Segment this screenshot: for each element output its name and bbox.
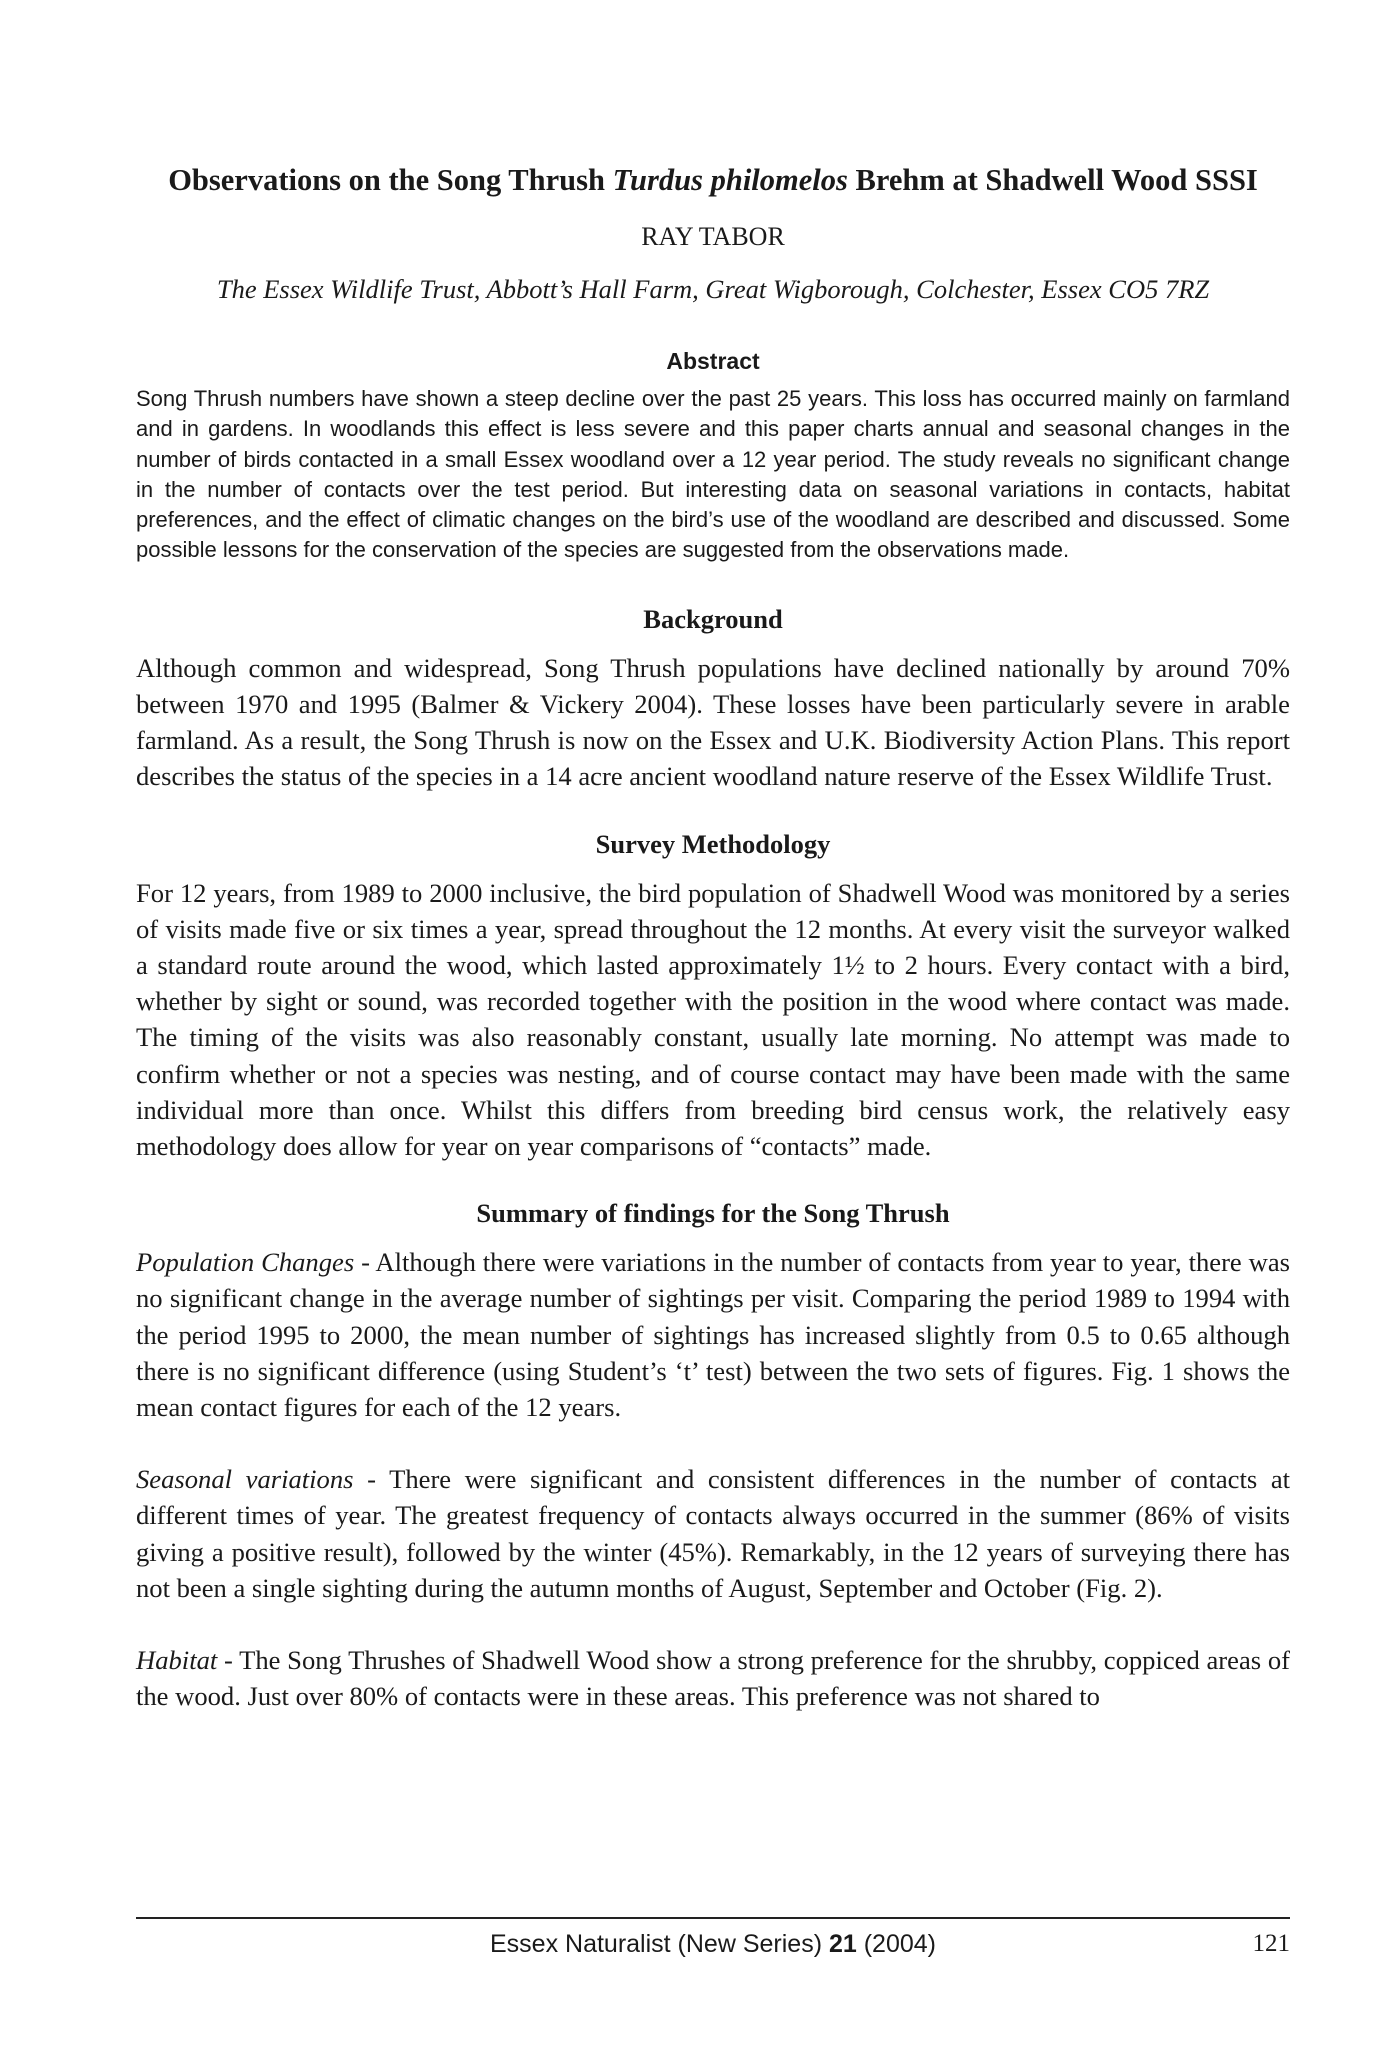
- title-text-end: Brehm at Shadwell Wood SSSI: [847, 163, 1258, 197]
- article-author: RAY TABOR: [641, 222, 785, 251]
- journal-year: (2004): [856, 1930, 936, 1958]
- background-section: [136, 602, 1290, 795]
- summary-heading: Summary of findings for the Song Thrush: [476, 1198, 950, 1229]
- seasonal-variations-label: Seasonal variations: [136, 1464, 354, 1495]
- abstract-text: Song Thrush numbers have shown a steep decline over the past 25 years. This loss has occurred mainly on farmland and in gardens. In woodlands this effect is less severe and this paper charts annual and seasonal changes in the number of birds contacted in a small Essex woodland over a 12 year period. The study reveals no significant change in the number of contacts over the test period. But interesting data on seasonal variations in contacts, habitat preferences, and the effect of climatic changes on the bird’s use of the woodland are described and discussed. Some possible lessons for the conservation of the species are suggested from the observations made.: [136, 386, 1290, 563]
- abstract-section: [136, 346, 1290, 566]
- journal-volume: 21: [828, 1930, 857, 1958]
- title-species-name: Turdus philomelos: [612, 163, 848, 197]
- methodology-section: [136, 827, 1290, 1165]
- article-title: [136, 160, 1290, 200]
- methodology-heading: Survey Methodology: [595, 828, 831, 859]
- abstract-heading: Abstract: [666, 348, 760, 374]
- seasonal-variations-text: - There were significant and consistent differences in the number of contacts at different times of year. The greatest frequency of contacts always occurred in the summer (86% of visits giving a positive result), followed by the winter (45%). Remarkably, in the 12 years of surveying there has not been a single sighting during the autumn months of August, September and October (Fig. 2).: [136, 1464, 1291, 1603]
- page-number: 121: [1252, 1930, 1290, 1957]
- page-footer: [136, 1926, 1290, 1962]
- footer-divider: [136, 1917, 1290, 1919]
- summary-section: [136, 1196, 1290, 1714]
- author-affiliation: The Essex Wildlife Trust, Abbott’s Hall Farm, Great Wigborough, Colchester, Essex CO5 7RZ: [216, 274, 1210, 304]
- article-page: [136, 160, 1290, 1714]
- habitat-label: Habitat: [136, 1645, 218, 1676]
- journal-citation: [136, 1926, 1290, 1962]
- methodology-paragraph: For 12 years, from 1989 to 2000 inclusive, the bird population of Shadwell Wood was monitored by a series of visits made five or six times a year, spread throughout the 12 months. At every visit the surveyor walked a standard route around the wood, which lasted approximately 1½ to 2 hours. Every contact with a bird, whether by sight or sound, was recorded together with the position in the wood where contact was made. The timing of the visits was also reasonably constant, usually late morning. No attempt was made to confirm whether or not a species was nesting, and of course contact may have been made with the same individual more than once. Whilst this differs from breeding bird census work, the relatively easy methodology does allow for year on year comparisons of “contacts” made.: [136, 877, 1290, 1162]
- habitat-text: - The Song Thrushes of Shadwell Wood show a strong preference for the shrubby, coppiced areas of the wood. Just over 80% of contacts were in these areas. This preference was not shared to: [136, 1645, 1290, 1712]
- title-text: Observations on the Song Thrush: [168, 163, 613, 197]
- population-changes-label: Population Changes: [136, 1247, 355, 1278]
- seasonal-variations-paragraph: [136, 1461, 1290, 1606]
- background-heading: Background: [643, 603, 783, 634]
- journal-name: Essex Naturalist (New Series): [489, 1930, 829, 1958]
- background-paragraph: Although common and widespread, Song Thrush populations have declined nationally by around 70% between 1970 and 1995 (Balmer & Vickery 2004). These losses have been particularly severe in arable farmland. As a result, the Song Thrush is now on the Essex and U.K. Biodiversity Action Plans. This report describes the status of the species in a 14 acre ancient woodland nature reserve of the Essex Wildlife Trust.: [136, 652, 1290, 792]
- population-changes-text: - Although there were variations in the number of contacts from year to year, there was no significant change in the average number of sightings per visit. Comparing the period 1989 to 1994 with the period 1995 to 2000, the mean number of sightings has increased slightly from 0.5 to 0.65 although there is no significant difference (using Student’s ‘t’ test) between the two sets of figures. Fig. 1 shows the mean contact figures for each of the 12 years.: [136, 1247, 1290, 1423]
- population-changes-paragraph: [136, 1244, 1290, 1425]
- habitat-paragraph: [136, 1642, 1290, 1714]
